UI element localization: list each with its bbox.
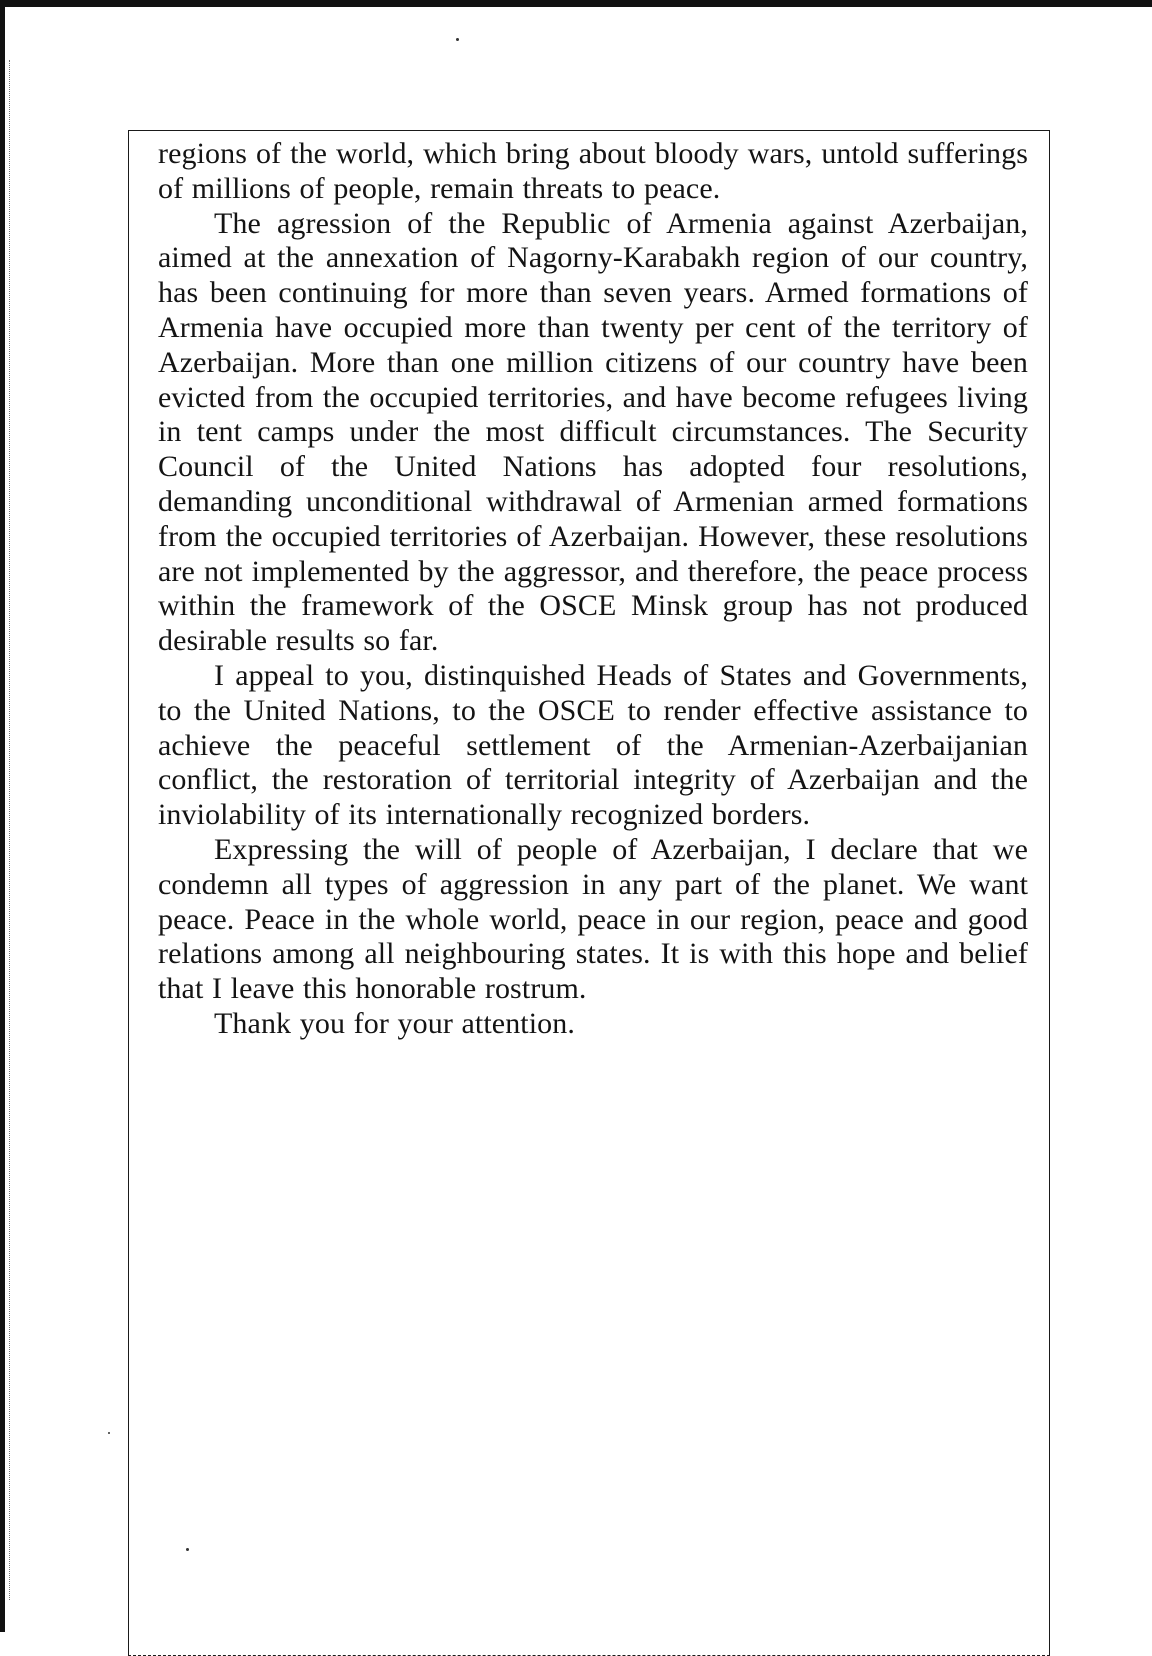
paragraph-armenia-aggression: The agression of the Republic of Armenia against Azerbaijan, aimed at the annexation of Nagorny-Karabakh region of our country, has been continuing for more than seven years. Armed formations of Armenia have occupied more than twenty per cent of the territory of Azerbaijan. More than one million citizens of our country have been evicted from the occupied territories, and have become refugees living in tent camps under the most difficult circumstances. The Security Council of the United Nations has adopted four resolutions, demanding unconditional withdrawal of Armenian armed formations from the occupied territories of Azerbaijan. However, these resolutions are not implemented by the aggressor, and therefore, the peace process within the framework of the OSCE Minsk group has not produced desirable results so far.	[158, 206, 1028, 658]
paragraph-declaration: Expressing the will of people of Azerbaijan, I declare that we condemn all types of aggression in any part of the planet. We want peace. Peace in the whole world, peace in our region, peace and good relations among all neighbouring states. It is with this hope and belief that I leave this honorable rostrum.	[158, 832, 1028, 1006]
scan-border-left	[0, 0, 5, 1632]
paragraph-appeal: I appeal to you, distinquished Heads of States and Governments, to the United Nations, to the OSCE to render effective assistance to achieve the peaceful settlement of the Armenian-Azerbaijanian conflict, the restoration of territorial integrity of Azerbaijan and the inviolability of its internationally recognized borders.	[158, 658, 1028, 832]
document-body	[158, 137, 1028, 1042]
paragraph-continuation: regions of the world, which bring about bloody wars, untold sufferings of millions of people, remain threats to peace.	[158, 137, 1028, 205]
scan-speck	[108, 1432, 110, 1434]
scan-border-top	[0, 0, 1152, 7]
scan-speck	[456, 38, 459, 41]
paragraph-closing: Thank you for your attention.	[214, 1006, 575, 1040]
scan-border-left-dotted	[9, 60, 11, 1600]
